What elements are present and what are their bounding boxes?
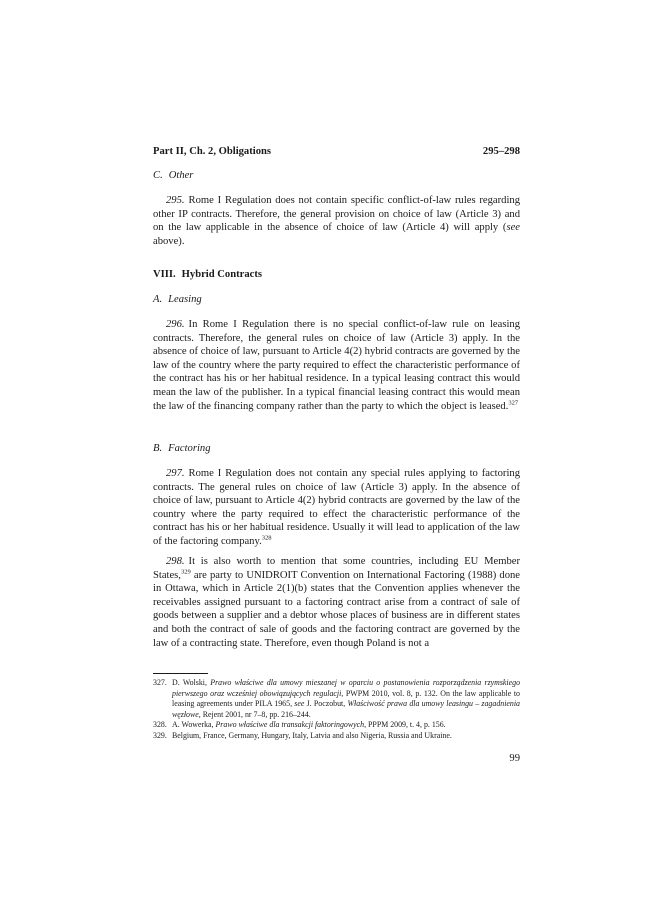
footnote-327: 327. D. Wolski, Prawo właściwe dla umowy mieszanej w oparciu o postanowienia rozporządzenia rzymskiego pierwszego oraz wcześniej obowiązujących regulacji, PWPM 2010, vol. 8, p. 132. On the law applicable to leasing agreements under PILA 1965, see J. Poczobut, Właściwość prawa dla umowy leasingu – zagadnienia węzłowe, Rejent 2001, nr 7–8, pp. 216–244. — [153, 678, 521, 719]
header-chapter: Part II, Ch. 2, Obligations — [153, 146, 272, 157]
section-c-heading: C. Other — [153, 170, 194, 181]
section-b-heading: B. Factoring — [153, 443, 211, 454]
footnote-separator — [153, 673, 208, 674]
paragraph-number: 295. — [166, 195, 185, 206]
footnote-328: 328. A. Wowerka, Prawo właściwe dla transakcji faktoringowych, PPPM 2009, t. 4, p. 156. — [153, 720, 446, 729]
footnote-ref[interactable]: 327 — [508, 399, 519, 407]
running-header — [153, 145, 520, 158]
section-viii-heading: VIII. Hybrid Contracts — [153, 269, 263, 280]
footnotes — [153, 678, 520, 741]
paragraph-296: 296. In Rome I Regulation there is no special conflict-of-law rule on leasing contracts. Therefore, the general rules on choice of law (Article 3) apply. In the absence of choice of law, pursuant to Article 4(2) hybrid contracts are governed by the law of the country where the party required to effect the characteristic performance of the contract has his or her habitual residence. In a typical leasing contract this would mean the law of the publisher. In a typical financial leasing contract this would mean the law of the financing company rather than the party to which the object is leased.$^{327}$ — [153, 319, 520, 412]
paragraph-297: 297. Rome I Regulation does not contain any special rules applying to factoring contracts. The general rules on choice of law (Article 3) apply. In the absence of choice of law, pursuant to Article 4(2) hybrid contracts are governed by the law of the country where the party required to effect the characteristic performance of the contract has his or her habitual residence. Usually it will lead to application of the law of the factoring company.$^{328}$ — [153, 468, 520, 547]
footnote-329: 329. Belgium, France, Germany, Hungary, Italy, Latvia and also Nigeria, Russia and Ukraine. — [153, 730, 452, 740]
footnote-ref[interactable]: 328 — [261, 534, 272, 542]
paragraph-number: 297. — [166, 468, 185, 479]
footnote-ref[interactable]: 329 — [180, 568, 191, 576]
paragraph-number: 296. — [166, 319, 185, 330]
page-number: 99 — [509, 753, 520, 764]
paragraph-298: 298. It is also worth to mention that some countries, including EU Member States,$^{329}$ are party to UNIDROIT Convention on International Factoring (1988) done in Ottawa, which in Article 2(1)(b) states that the Convention applies whenever the receivables assigned pursuant to a factoring contract arise from a contract of sale of goods between a supplier and a debtor whose places of business are in different states and both the contract of sale of goods and the factoring contract are governed by the law of a contracting state. Therefore, even though Poland is not a — [153, 556, 520, 649]
paragraph-295: 295. Rome I Regulation does not contain specific conflict-of-law rules regarding other IP contracts. Therefore, the general provision on choice of law (Article 3) and on the law applicable in the absence of choice of law (Article 4) will apply (see above). — [153, 195, 520, 247]
paragraph-number: 298. — [166, 556, 185, 567]
header-paragraph-range: 295–298 — [482, 146, 520, 157]
section-a-heading: A. Leasing — [153, 294, 202, 305]
